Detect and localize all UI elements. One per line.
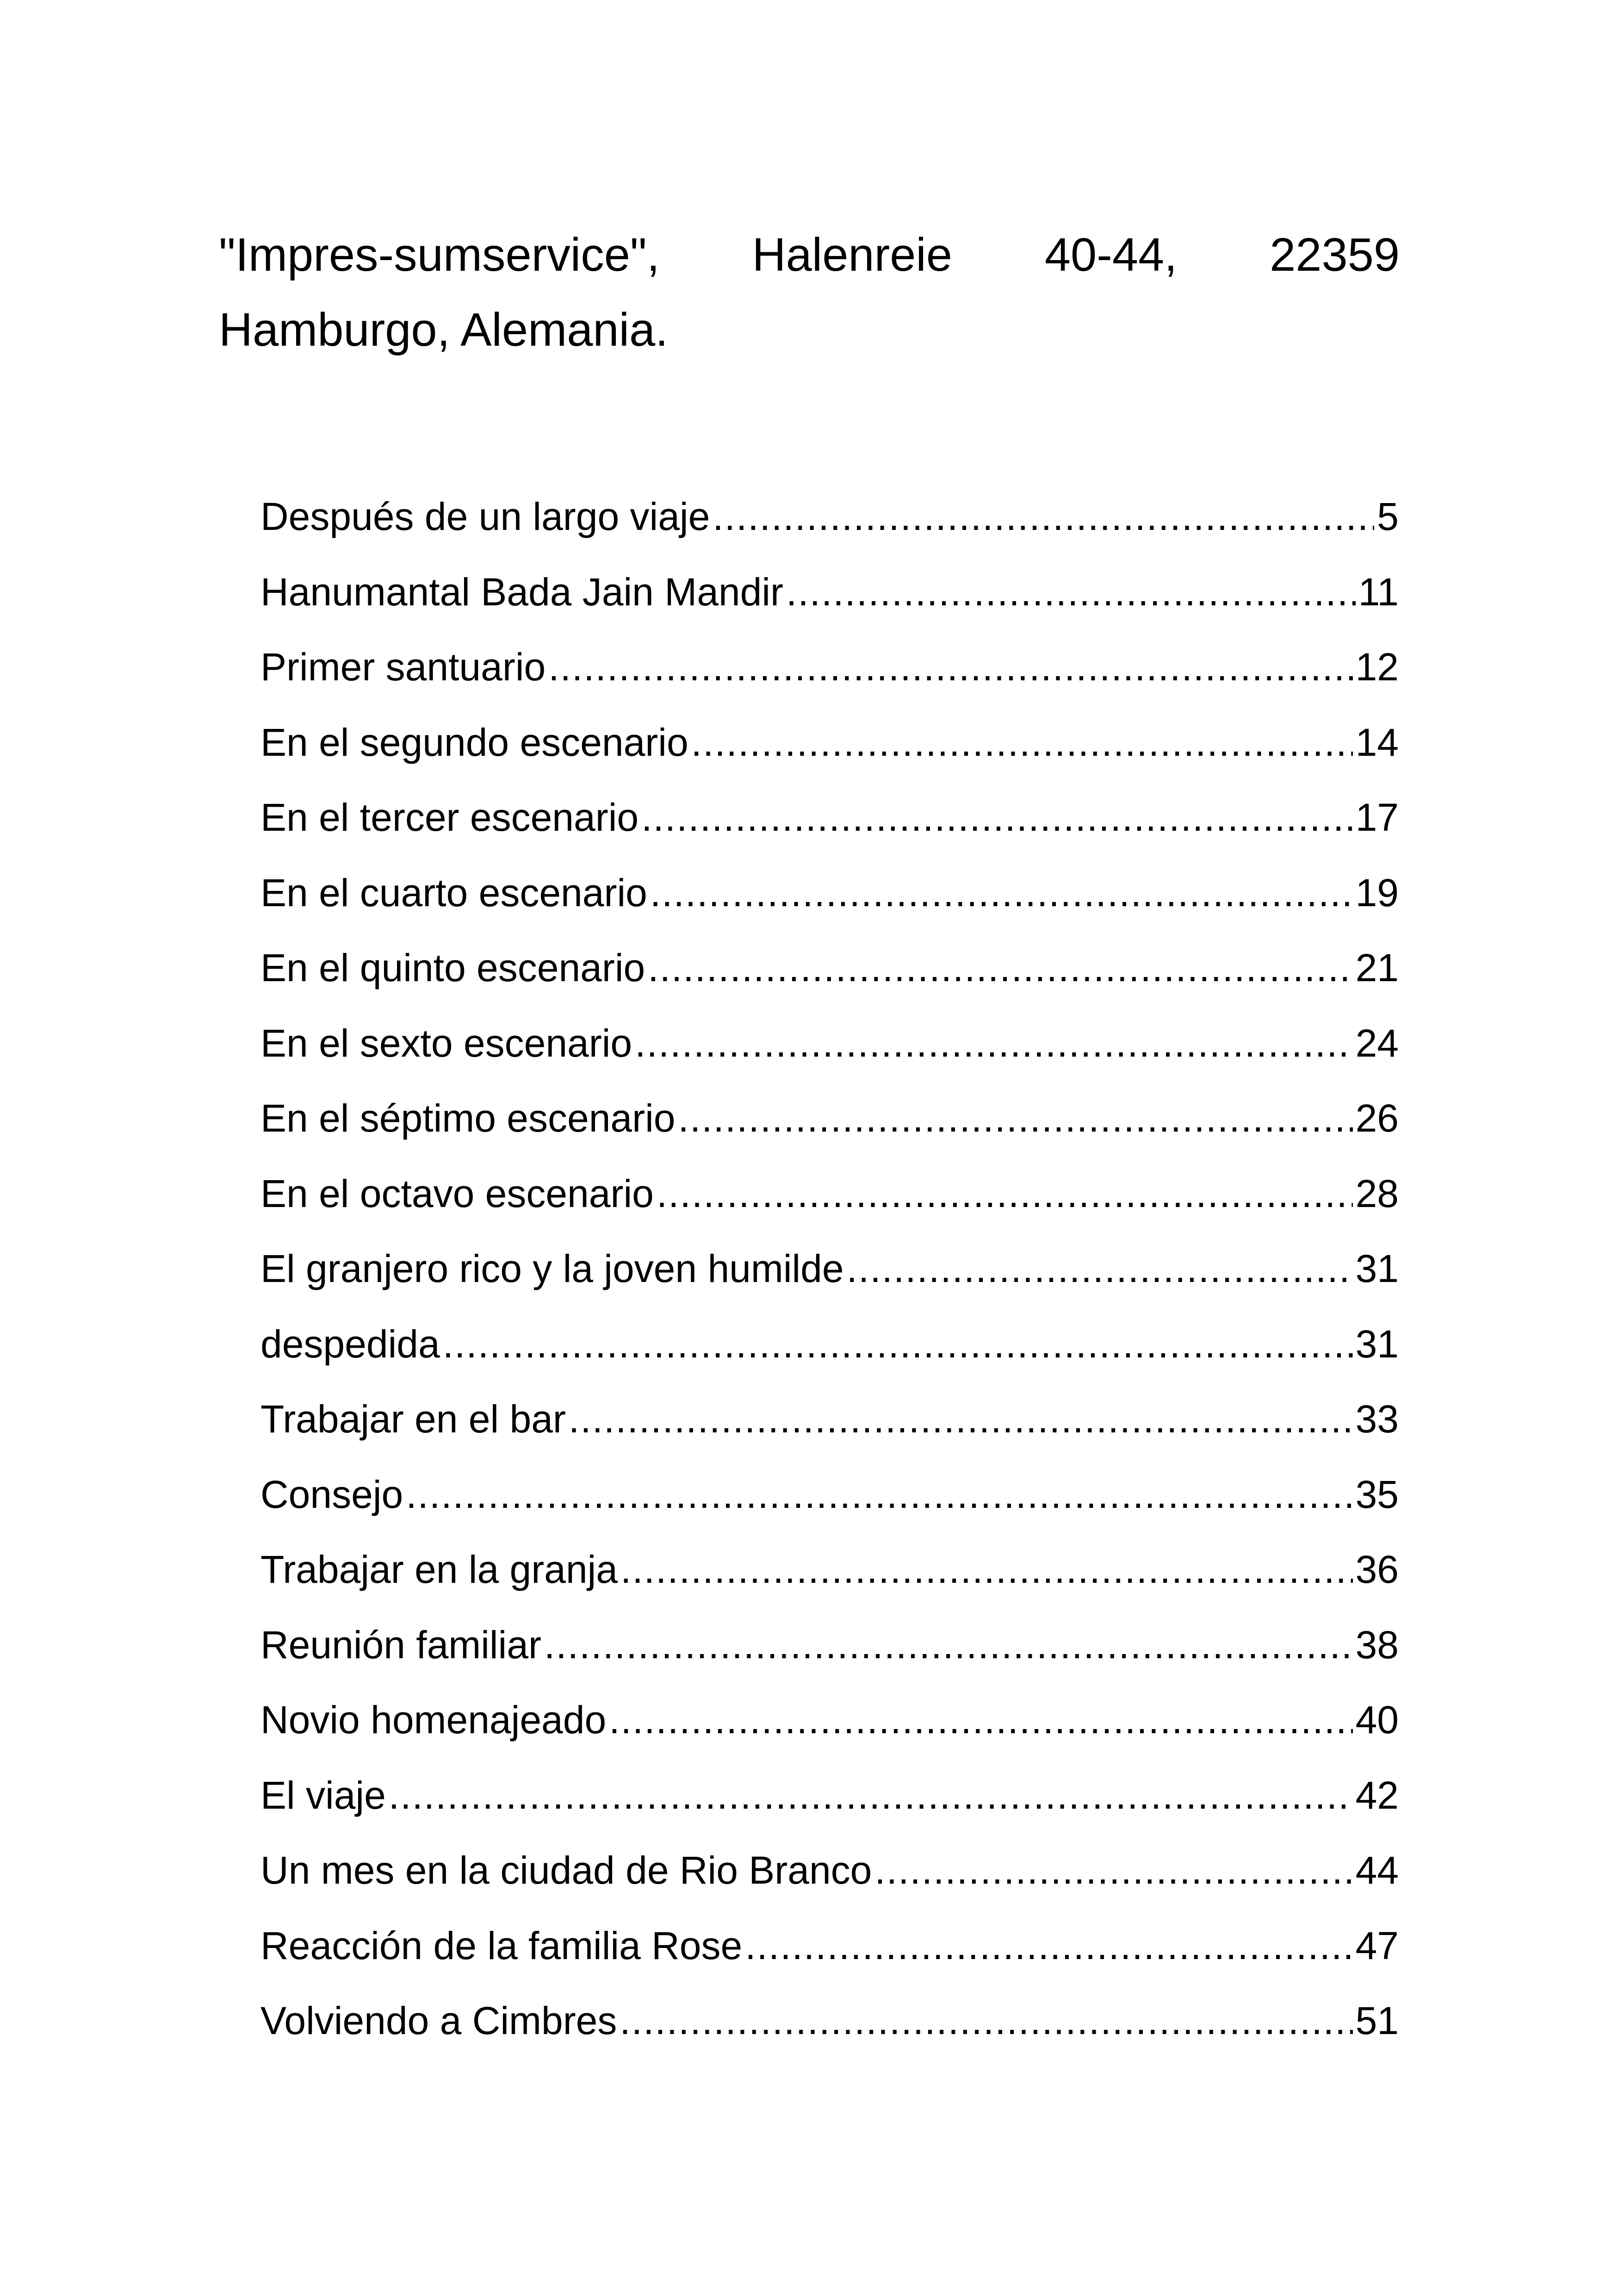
toc-entry-page: 19: [1355, 871, 1399, 915]
toc-dot-leader: [657, 1156, 1353, 1232]
toc-entry[interactable]: [260, 1682, 1399, 1758]
toc-dot-leader: [406, 1457, 1352, 1532]
toc-entry-title: Reacción de la familia Rose: [260, 1923, 743, 1967]
toc-dot-leader: [713, 479, 1374, 554]
toc-entry[interactable]: [260, 1081, 1399, 1156]
toc-entry-page: 42: [1355, 1773, 1399, 1817]
toc-entry-title: En el tercer escenario: [260, 796, 639, 839]
toc-dot-leader: [620, 1983, 1352, 2059]
toc-entry[interactable]: [260, 1381, 1399, 1457]
toc-entry[interactable]: [260, 479, 1399, 554]
toc-entry-title: El granjero rico y la joven humilde: [260, 1247, 844, 1290]
toc-entry[interactable]: [260, 554, 1399, 630]
toc-entry-title: En el quinto escenario: [260, 946, 645, 989]
toc-entry-page: 5: [1377, 495, 1399, 538]
toc-entry[interactable]: [260, 1231, 1399, 1307]
toc-dot-leader: [745, 1908, 1352, 1984]
toc-entry-page: 24: [1355, 1021, 1399, 1065]
toc-entry-page: 51: [1355, 1999, 1399, 2042]
toc-entry-page: 40: [1355, 1698, 1399, 1742]
toc-entry[interactable]: [260, 1758, 1399, 1833]
toc-dot-leader: [641, 780, 1352, 855]
toc-entry-title: El viaje: [260, 1773, 386, 1817]
toc-dot-leader: [650, 855, 1353, 931]
toc-dot-leader: [847, 1231, 1353, 1307]
toc-entry-page: 17: [1355, 796, 1399, 839]
toc-entry-page: 12: [1355, 645, 1399, 689]
toc-dot-leader: [443, 1307, 1353, 1382]
toc-entry-page: 38: [1355, 1623, 1399, 1667]
toc-entry-title: despedida: [260, 1322, 440, 1366]
toc-entry[interactable]: [260, 930, 1399, 1006]
toc-dot-leader: [609, 1682, 1352, 1758]
toc-entry-page: 44: [1355, 1848, 1399, 1892]
toc-entry[interactable]: [260, 1983, 1399, 2059]
toc-entry[interactable]: [260, 1457, 1399, 1532]
toc-dot-leader: [620, 1532, 1353, 1607]
toc-entry-title: Trabajar en la granja: [260, 1548, 618, 1591]
toc-entry-title: Primer santuario: [260, 645, 546, 689]
toc-dot-leader: [874, 1833, 1352, 1908]
toc-entry-title: En el segundo escenario: [260, 720, 688, 764]
toc-dot-leader: [678, 1081, 1352, 1156]
toc-entry[interactable]: [260, 1833, 1399, 1908]
toc-dot-leader: [648, 930, 1352, 1006]
toc-entry-page: 11: [1358, 570, 1399, 614]
toc-dot-leader: [635, 1006, 1352, 1081]
toc-entry-title: Hanumantal Bada Jain Mandir: [260, 570, 783, 614]
toc-entry-page: 31: [1355, 1247, 1399, 1290]
toc-entry-title: En el sexto escenario: [260, 1021, 632, 1065]
toc-dot-leader: [389, 1758, 1353, 1833]
toc-entry[interactable]: [260, 629, 1399, 705]
toc-entry-page: 47: [1355, 1923, 1399, 1967]
toc-entry-title: En el séptimo escenario: [260, 1096, 676, 1140]
toc-entry-title: Un mes en la ciudad de Rio Branco: [260, 1848, 872, 1892]
toc-entry[interactable]: [260, 1006, 1399, 1081]
toc-entry[interactable]: [260, 1307, 1399, 1382]
toc-entry[interactable]: [260, 780, 1399, 855]
toc-entry-title: Volviendo a Cimbres: [260, 1999, 617, 2042]
toc-dot-leader: [544, 1607, 1353, 1683]
toc-dot-leader: [548, 629, 1352, 705]
publisher-address: "Impres-sumservice", Halenreie 40-44, 22359 Hamburgo, Alemania.: [219, 229, 1400, 356]
toc-entry-title: Reunión familiar: [260, 1623, 541, 1667]
toc-entry-page: 35: [1355, 1472, 1399, 1516]
toc-entry[interactable]: [260, 855, 1399, 931]
toc-entry-page: 28: [1355, 1171, 1399, 1215]
toc-entry[interactable]: [260, 705, 1399, 780]
toc-dot-leader: [786, 554, 1356, 630]
toc-entry[interactable]: [260, 1607, 1399, 1683]
toc-entry[interactable]: [260, 1908, 1399, 1984]
toc-entry-title: En el cuarto escenario: [260, 871, 647, 915]
toc-entry-page: 14: [1355, 720, 1399, 764]
toc-entry-page: 26: [1355, 1096, 1399, 1140]
toc-entry-page: 36: [1355, 1548, 1399, 1591]
toc-entry-page: 33: [1355, 1397, 1399, 1441]
toc-entry-title: Novio homenajeado: [260, 1698, 607, 1742]
toc-entry-title: Trabajar en el bar: [260, 1397, 566, 1441]
toc-entry-page: 21: [1355, 946, 1399, 989]
table-of-contents: [260, 479, 1399, 2059]
toc-entry-title: Consejo: [260, 1472, 403, 1516]
toc-entry-page: 31: [1355, 1322, 1399, 1366]
toc-dot-leader: [569, 1381, 1353, 1457]
toc-entry-title: Después de un largo viaje: [260, 495, 710, 538]
toc-entry-title: En el octavo escenario: [260, 1171, 654, 1215]
toc-entry[interactable]: [260, 1532, 1399, 1607]
toc-entry[interactable]: [260, 1156, 1399, 1232]
toc-dot-leader: [691, 705, 1353, 780]
